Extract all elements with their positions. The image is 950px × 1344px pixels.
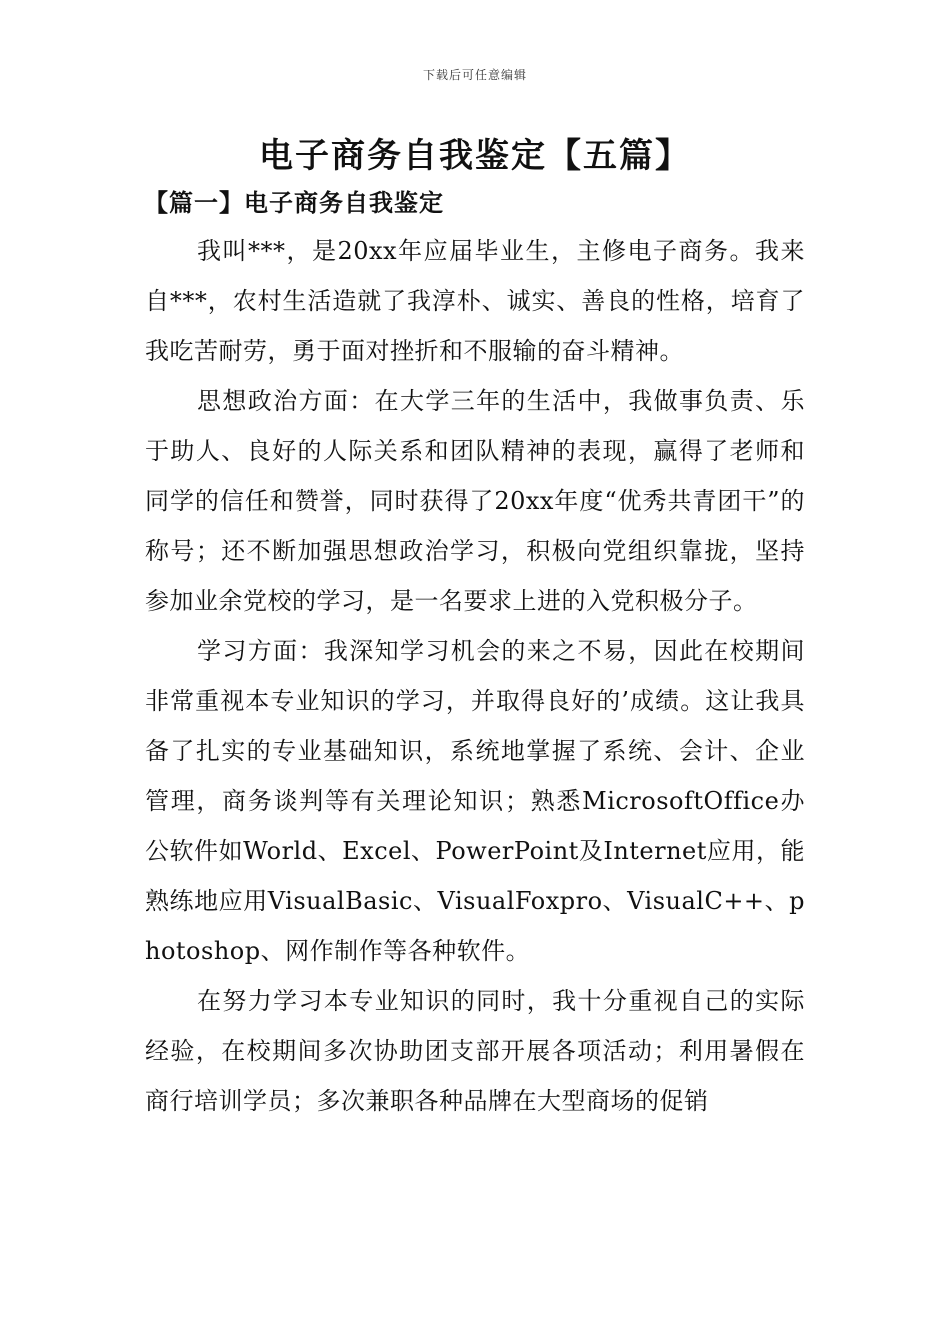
paragraph-study: 学习方面：我深知学习机会的来之不易，因此在校期间非常重视本专业知识的学习，并取得良好的’成绩。这让我具备了扎实的专业基础知识，系统地掌握了系统、会计、企业管理，商务谈判等有关理论知识；熟悉MicrosoftOffice办公软件如World、Excel、PowerPoint及Internet应用，能熟练地应用VisualBasic、VisualFoxpro、VisualC++、photoshop、网作制作等各种软件。 [145, 637, 805, 965]
section-heading: 【篇一】电子商务自我鉴定 [144, 188, 444, 217]
header-note: 下载后可任意编辑 [422, 68, 527, 82]
document-body [145, 226, 805, 1126]
document-title: 电子商务自我鉴定【五篇】 [259, 136, 691, 176]
paragraph-politics: 思想政治方面：在大学三年的生活中，我做事负责、乐于助人、良好的人际关系和团队精神的表现，赢得了老师和同学的信任和赞誉，同时获得了20xx年度“优秀共青团干”的称号；还不断加强思想政治学习，积极向党组织靠拢，坚持参加业余党校的学习，是一名要求上进的入党积极分子。 [145, 387, 805, 615]
paragraph-intro: 我叫***，是20xx年应届毕业生，主修电子商务。我来自***，农村生活造就了我淳朴、诚实、善良的性格，培育了我吃苦耐劳，勇于面对挫折和不服输的奋斗精神。 [145, 237, 805, 365]
paragraph-practice: 在努力学习本专业知识的同时，我十分重视自己的实际经验，在校期间多次协助团支部开展各项活动；利用暑假在商行培训学员；多次兼职各种品牌在大型商场的促销 [145, 987, 805, 1115]
